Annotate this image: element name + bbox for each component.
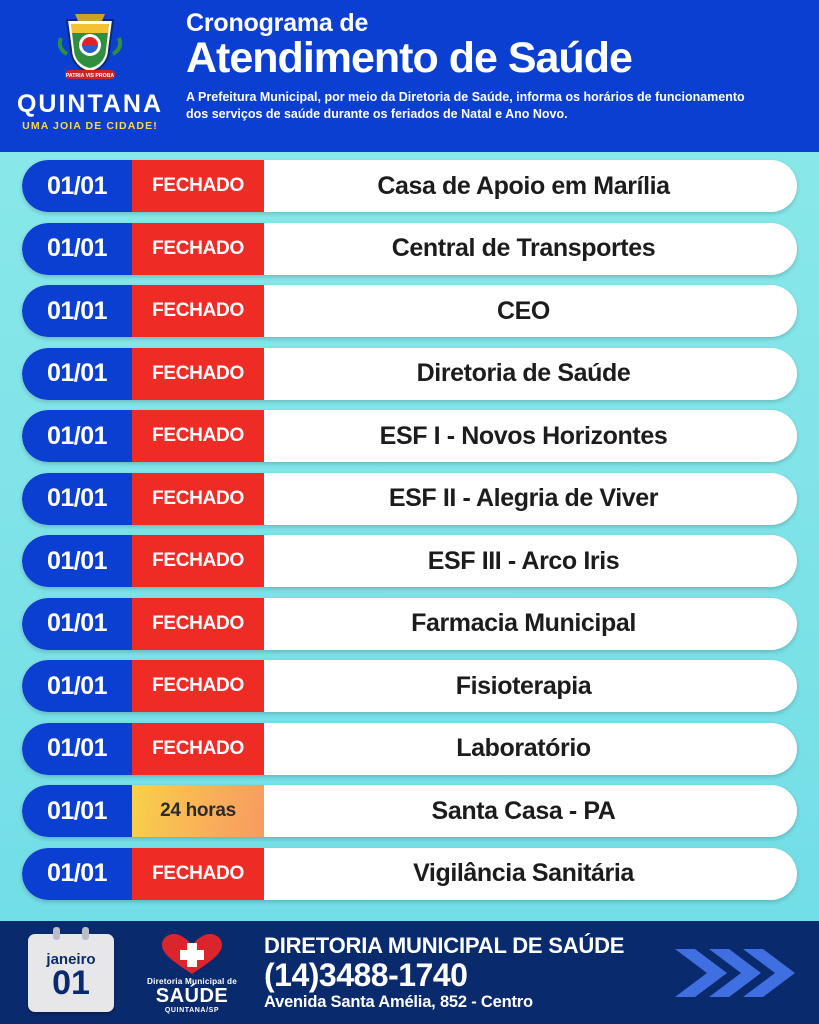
row-date: 01/01: [22, 223, 132, 275]
status-badge: FECHADO: [132, 660, 264, 712]
footer-department: DIRETORIA MUNICIPAL DE SAÚDE: [264, 933, 625, 959]
row-place: Farmacia Municipal: [411, 609, 636, 637]
row-date: 01/01: [22, 285, 132, 337]
row-place: Vigilância Sanitária: [413, 859, 634, 887]
row-place: ESF III - Arco Iris: [427, 546, 620, 575]
row-place: ESF I - Novos Horizontes: [379, 421, 668, 450]
row-date: 01/01: [22, 723, 132, 775]
status-badge: FECHADO: [132, 160, 264, 212]
brand-block: [0, 0, 180, 152]
logo-line1: Diretoria Municipal de: [147, 976, 237, 986]
chevron-right-icon: [667, 941, 797, 1005]
table-row: [22, 473, 797, 525]
row-place: Fisioterapia: [455, 671, 592, 700]
row-place: Casa de Apoio em Marília: [377, 171, 670, 200]
row-place: CEO: [497, 296, 550, 325]
status-badge: FECHADO: [132, 535, 264, 587]
table-row: [22, 785, 797, 837]
table-row: [22, 598, 797, 650]
row-date: 01/01: [22, 535, 132, 587]
table-row: [22, 285, 797, 337]
svg-text:PATRIA VIS PROBA: PATRIA VIS PROBA: [65, 73, 115, 79]
brand-tagline: UMA JOIA DE CIDADE!: [22, 120, 158, 132]
health-department-logo: [140, 932, 244, 1014]
row-date: 01/01: [22, 785, 132, 837]
header: [0, 0, 819, 152]
row-date: 01/01: [22, 348, 132, 400]
footer: [0, 921, 819, 1024]
status-badge: FECHADO: [132, 723, 264, 775]
row-date: 01/01: [22, 660, 132, 712]
table-row: [22, 848, 797, 900]
calendar-month: janeiro: [46, 951, 96, 968]
row-place: Diretoria de Saúde: [416, 359, 631, 387]
footer-address: Avenida Santa Amélia, 852 - Centro: [264, 992, 533, 1011]
table-row: [22, 410, 797, 462]
status-badge: 24 horas: [132, 785, 264, 837]
header-subtitle: A Prefeitura Municipal, por meio da Diretoria de Saúde, informa os horários de funcionamento dos serviços de saúde durante os feriados de Natal e Ano Novo.: [186, 89, 745, 121]
calendar-icon: [28, 934, 114, 1012]
status-badge: FECHADO: [132, 223, 264, 275]
table-row: [22, 348, 797, 400]
status-badge: FECHADO: [132, 410, 264, 462]
table-row: [22, 160, 797, 212]
row-date: 01/01: [22, 410, 132, 462]
title-small: Cronograma de: [186, 9, 369, 37]
status-badge: FECHADO: [132, 348, 264, 400]
header-text: [180, 0, 819, 152]
row-place: Laboratório: [456, 734, 591, 762]
city-crest-icon: [47, 4, 133, 90]
status-badge: FECHADO: [132, 285, 264, 337]
status-badge: FECHADO: [132, 848, 264, 900]
calendar-rings: [28, 927, 114, 940]
row-place: Central de Transportes: [391, 234, 656, 262]
table-row: [22, 660, 797, 712]
heart-cross-icon: [140, 932, 244, 976]
table-row: [22, 535, 797, 587]
footer-contact: [264, 933, 667, 1012]
row-date: 01/01: [22, 160, 132, 212]
schedule-list: [0, 152, 819, 900]
table-row: [22, 223, 797, 275]
logo-line2: SAÚDE: [155, 984, 229, 1007]
status-badge: FECHADO: [132, 598, 264, 650]
calendar-day: 01: [52, 964, 90, 1002]
row-place: ESF II - Alegria de Viver: [388, 484, 659, 512]
row-date: 01/01: [22, 848, 132, 900]
status-badge: FECHADO: [132, 473, 264, 525]
row-place: Santa Casa - PA: [431, 796, 616, 825]
row-date: 01/01: [22, 473, 132, 525]
table-row: [22, 723, 797, 775]
logo-line3: QUINTANA/SP: [164, 1006, 220, 1014]
row-date: 01/01: [22, 598, 132, 650]
page-title: Atendimento de Saúde: [186, 33, 632, 82]
brand-name: QUINTANA: [16, 90, 164, 118]
footer-phone[interactable]: (14)3488-1740: [264, 957, 468, 994]
